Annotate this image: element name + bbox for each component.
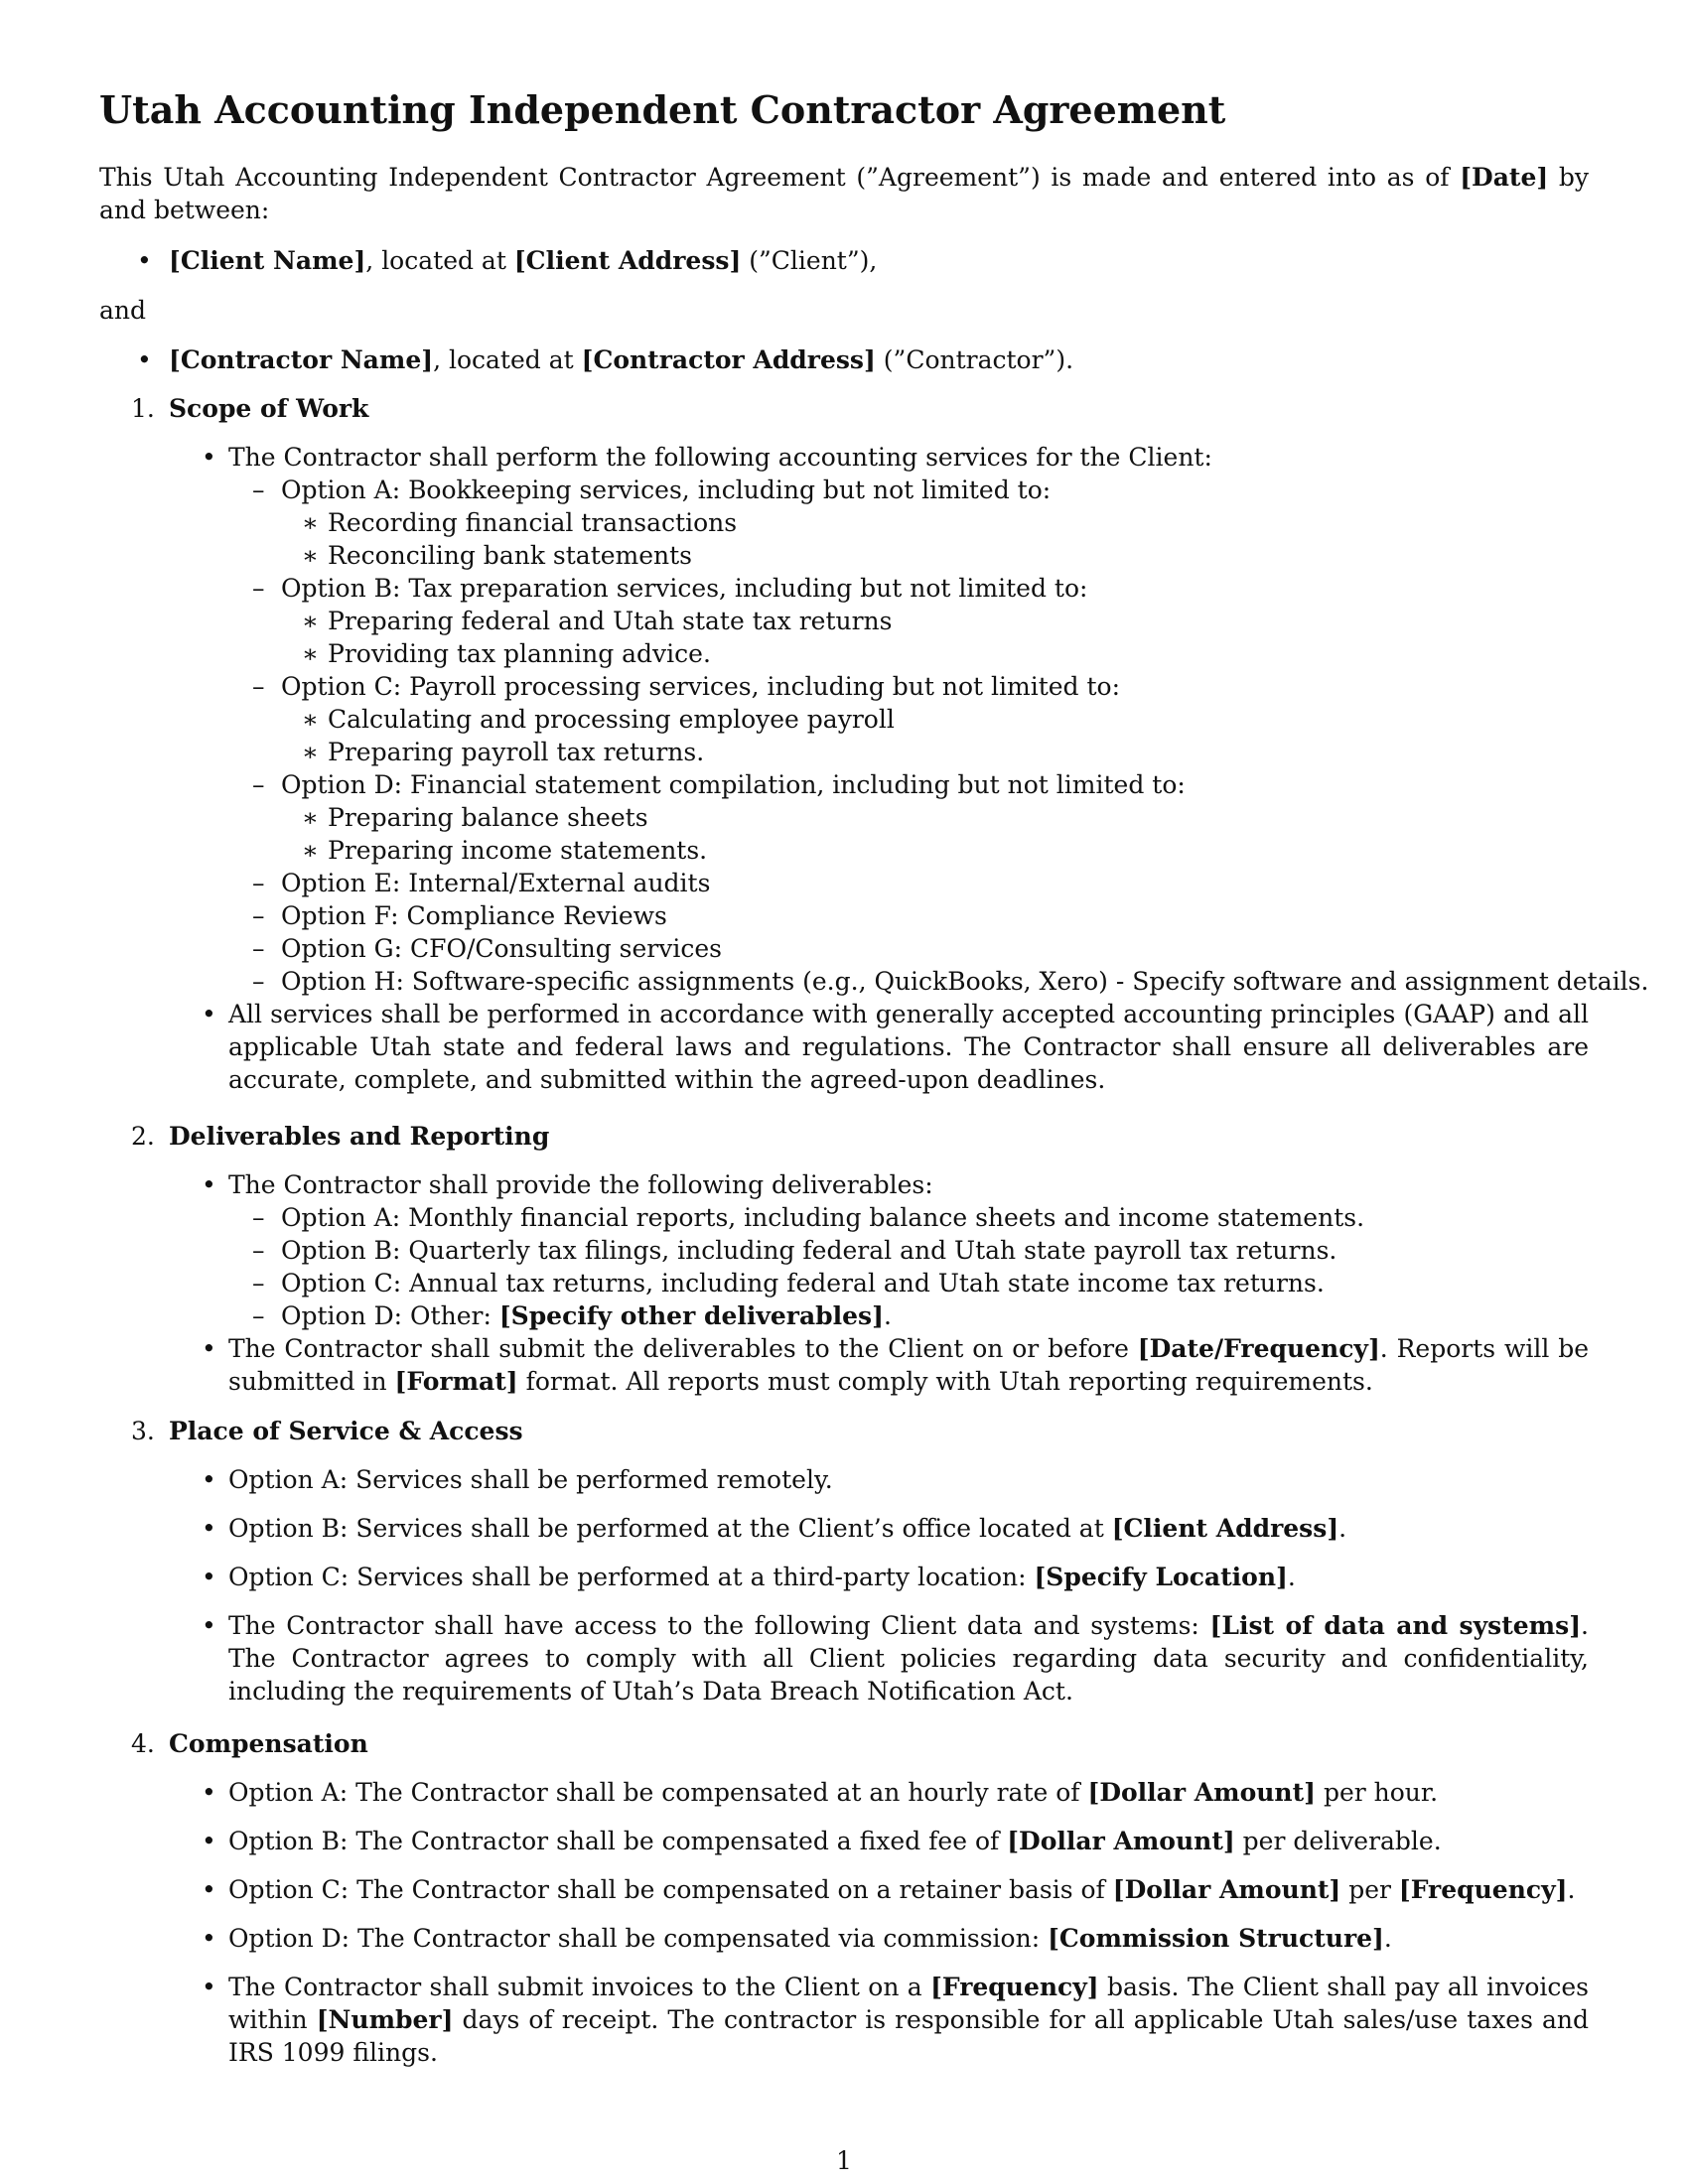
item-text: The Contractor shall have access to the following Client data and systems: [228, 1611, 1210, 1640]
section-heading [99, 1415, 1589, 1447]
item-text: basis. The Client shall pay all invoices within [228, 1973, 1589, 2034]
option-item: – Option B: Quarterly tax filings, including federal and Utah state payroll tax returns. [281, 1234, 1589, 1267]
list-item [228, 1971, 1589, 2069]
item-text: Option C: Services shall be performed at a third-party location: [228, 1563, 1035, 1591]
item-text: per deliverable. [1234, 1827, 1442, 1855]
bullet: • [137, 345, 152, 374]
item-text: Option B: Services shall be performed at the Client’s office located at [228, 1514, 1112, 1543]
item-text: . [1287, 1563, 1296, 1591]
list-item: • The Contractor shall provide the following deliverables: [228, 1168, 1589, 1201]
section-number: 4. [131, 1729, 155, 1758]
option-text: Option D: Other: [281, 1301, 499, 1330]
list-item [228, 1873, 1589, 1906]
section-title: Compensation [169, 1729, 368, 1758]
section-title: Place of Service & Access [169, 1417, 523, 1445]
option-item: – Option B: Tax preparation services, including but not limited to: [281, 572, 1589, 605]
list-item [228, 1332, 1589, 1398]
option-item: – Option A: Bookkeeping services, including but not limited to: [281, 474, 1589, 506]
document-title: Utah Accounting Independent Contractor Agreement [99, 87, 1226, 132]
option-item: – Option C: Payroll processing services, including but not limited to: [281, 670, 1589, 703]
item-text: . [1338, 1514, 1347, 1543]
party-text: , located at [365, 246, 514, 275]
sub-option-item: ∗ Preparing payroll tax returns. [328, 736, 1589, 768]
client-name-placeholder: [Client Name] [169, 246, 366, 275]
frequency-placeholder: [Frequency] [930, 1973, 1099, 2001]
option-item: – Option H: Software-specific assignments (e.g., QuickBooks, Xero) - Specify software and assignment details. [281, 965, 1589, 998]
party-text: (”Contractor”). [875, 345, 1074, 374]
commission-structure-placeholder: [Commission Structure] [1048, 1924, 1384, 1953]
item-text: format. All reports must comply with Utah reporting requirements. [517, 1367, 1373, 1396]
sub-option-item: ∗ Recording financial transactions [328, 506, 1589, 539]
section-heading [99, 392, 1589, 425]
date-frequency-placeholder: [Date/Frequency] [1137, 1334, 1380, 1363]
dollar-amount-placeholder: [Dollar Amount] [1112, 1875, 1341, 1904]
section-title: Scope of Work [169, 394, 369, 423]
document-page [99, 0, 1649, 2184]
and-connector: and [99, 296, 147, 325]
sub-option-item: ∗ Preparing balance sheets [328, 801, 1589, 834]
item-text: days of receipt. The contractor is responsible for all applicable Utah sales/use taxes and IRS 1099 filings. [228, 2005, 1589, 2067]
section-deliverables [99, 1120, 1589, 1398]
section-compensation [99, 1727, 1589, 2069]
data-systems-placeholder: [List of data and systems] [1209, 1611, 1582, 1640]
intro-text-end: by and between: [99, 163, 1590, 224]
section-number: 1. [131, 394, 155, 423]
list-item [228, 1776, 1589, 1809]
list-item [228, 1512, 1589, 1545]
section-heading [99, 1120, 1589, 1153]
frequency-placeholder: [Frequency] [1398, 1875, 1568, 1904]
intro-text: This Utah Accounting Independent Contractor Agreement (”Agreement”) is made and entered into as of [99, 163, 1461, 192]
section-place-of-service [99, 1415, 1589, 1707]
list-item: • The Contractor shall perform the following accounting services for the Client: [228, 441, 1589, 474]
list-item: • All services shall be performed in accordance with generally accepted accounting principles (GAAP) and all applicable Utah state and federal laws and regulations. The Contractor shall ensure all deliverables are accurate, complete, and submitted within the agreed-upon deadlines. [228, 998, 1589, 1096]
location-placeholder: [Specify Location] [1034, 1563, 1288, 1591]
item-text: Option B: The Contractor shall be compensated a fixed fee of [228, 1827, 1008, 1855]
contractor-name-placeholder: [Contractor Name] [169, 345, 434, 374]
item-text: The Contractor shall submit the deliverables to the Client on or before [228, 1334, 1138, 1363]
client-address-placeholder: [Client Address] [1111, 1514, 1339, 1543]
section-heading [99, 1727, 1589, 1760]
section-scope-of-work [99, 392, 1649, 1096]
sub-option-item: ∗ Reconciling bank statements [328, 539, 1589, 572]
other-deliverables-placeholder: [Specify other deliverables] [498, 1301, 884, 1330]
option-item: – Option D: Financial statement compilation, including but not limited to: [281, 768, 1589, 801]
number-placeholder: [Number] [316, 2005, 454, 2034]
item-text: . [1567, 1875, 1576, 1904]
dollar-amount-placeholder: [Dollar Amount] [1087, 1778, 1316, 1807]
list-item [228, 1609, 1589, 1707]
item-text: Option A: The Contractor shall be compensated at an hourly rate of [228, 1778, 1088, 1807]
section-title: Deliverables and Reporting [169, 1122, 550, 1151]
format-placeholder: [Format] [394, 1367, 518, 1396]
option-item: – Option F: Compliance Reviews [281, 899, 1589, 932]
option-text: . [883, 1301, 892, 1330]
dollar-amount-placeholder: [Dollar Amount] [1007, 1827, 1235, 1855]
party-text: , located at [433, 345, 582, 374]
sub-option-item: ∗ Providing tax planning advice. [328, 637, 1589, 670]
date-placeholder: [Date] [1460, 163, 1549, 192]
option-item: – Option E: Internal/External audits [281, 867, 1589, 899]
sub-option-item: ∗ Preparing income statements. [328, 834, 1589, 867]
section-number: 2. [131, 1122, 155, 1151]
list-item: • Option A: Services shall be performed remotely. [228, 1463, 1589, 1496]
item-text: . Reports will be submitted in [228, 1334, 1589, 1396]
list-item [228, 1825, 1589, 1857]
option-item: – Option A: Monthly financial reports, including balance sheets and income statements. [281, 1201, 1589, 1234]
client-address-placeholder: [Client Address] [513, 246, 742, 275]
item-text: . [1383, 1924, 1392, 1953]
sub-option-item: ∗ Calculating and processing employee payroll [328, 703, 1589, 736]
section-number: 3. [131, 1417, 155, 1445]
item-text: The Contractor shall submit invoices to the Client on a [228, 1973, 931, 2001]
list-item [228, 1922, 1589, 1955]
item-text: Option D: The Contractor shall be compensated via commission: [228, 1924, 1049, 1953]
bullet: • [137, 246, 152, 275]
option-item: – Option C: Annual tax returns, including federal and Utah state income tax returns. [281, 1267, 1589, 1299]
page-number: 1 [836, 2146, 852, 2175]
item-text: per [1340, 1875, 1399, 1904]
list-item [228, 1561, 1589, 1593]
sub-option-item: ∗ Preparing federal and Utah state tax returns [328, 605, 1589, 637]
party-text: (”Client”), [741, 246, 878, 275]
item-text: . The Contractor agrees to comply with all Client policies regarding data security and confidentiality, including the requirements of Utah’s Data Breach Notification Act. [228, 1611, 1589, 1706]
intro-paragraph [99, 161, 1589, 226]
option-item: – Option G: CFO/Consulting services [281, 932, 1589, 965]
option-item [281, 1299, 1589, 1332]
item-text: per hour. [1316, 1778, 1439, 1807]
contractor-address-placeholder: [Contractor Address] [581, 345, 876, 374]
item-text: Option C: The Contractor shall be compensated on a retainer basis of [228, 1875, 1113, 1904]
